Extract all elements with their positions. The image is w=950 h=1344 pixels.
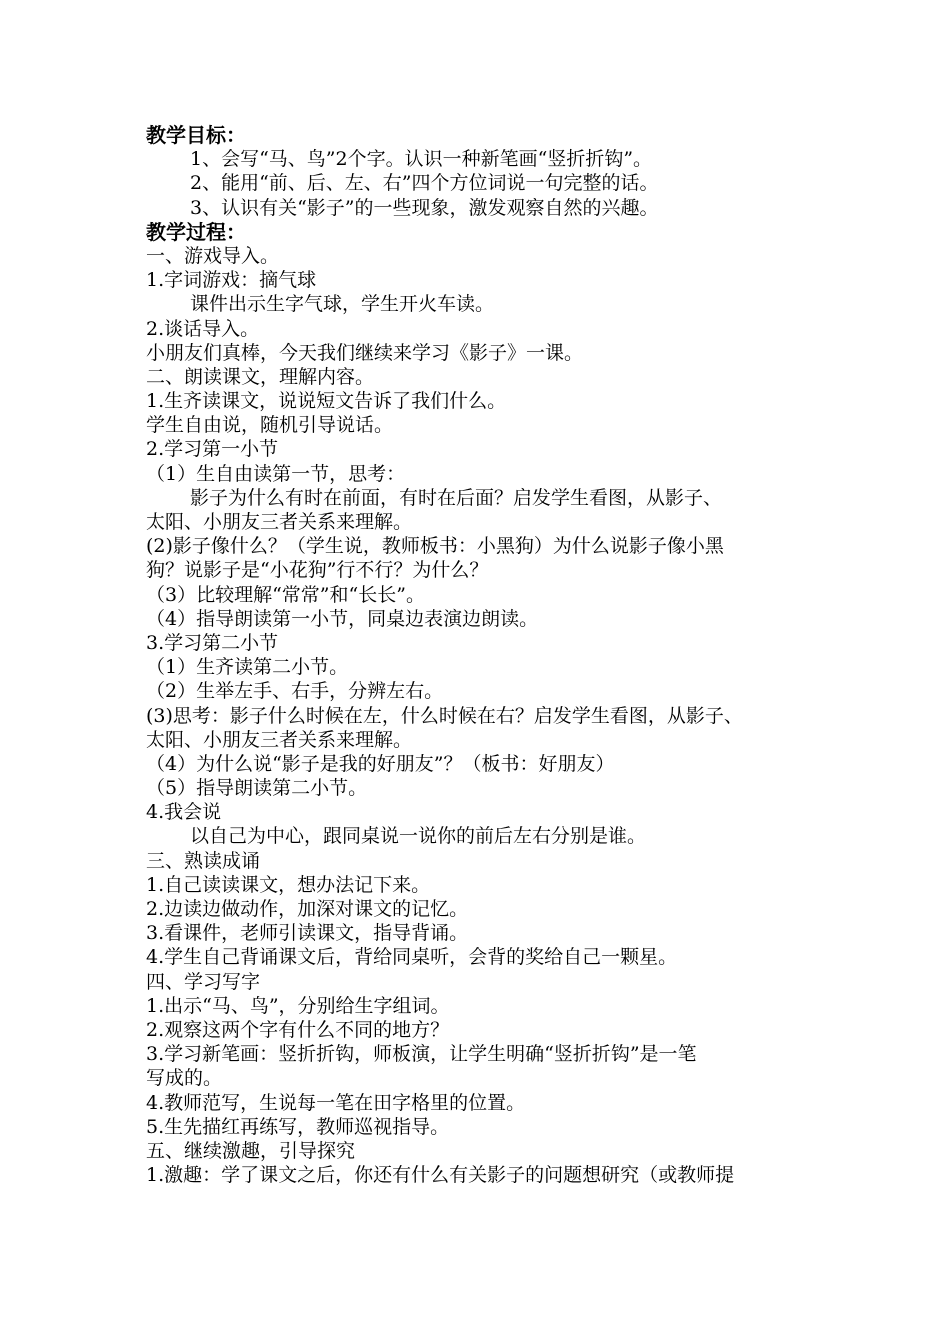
step-detail: 狗？说影子是“小花狗”行不行？为什么？ — [146, 559, 489, 582]
sub-step-line: （1）生自由读第一节，思考： — [146, 462, 406, 485]
objectives-heading: 教学目标： — [146, 123, 246, 147]
step-detail: 写成的。 — [146, 1067, 223, 1090]
step-line: 4.教师范写，生说每一笔在田字格里的位置。 — [146, 1091, 526, 1114]
sub-step-line: （1）生齐读第二小节。 — [146, 656, 349, 679]
step-line: 1.字词游戏：摘气球 — [146, 269, 317, 292]
sub-step-line: （2）生举左手、右手，分辨左右。 — [146, 680, 444, 703]
step-detail: 课件出示生字气球，学生开火车读。 — [190, 293, 495, 316]
step-line: 1.自己读读课文，想办法记下来。 — [146, 873, 431, 896]
section-heading: 五、继续激趣，引导探究 — [146, 1139, 356, 1162]
step-line: 3.看课件，老师引读课文，指导背诵。 — [146, 922, 469, 945]
step-line: 5.生先描红再练写，教师巡视指导。 — [146, 1115, 450, 1138]
objective-item: 1、会写“马、鸟”2个字。认识一种新笔画“竖折折钩”。 — [190, 148, 653, 171]
step-line: 3.学习新笔画：竖折折钩，师板演，让学生明确“竖折折钩”是一笔 — [146, 1043, 697, 1066]
step-detail: 太阳、小朋友三者关系来理解。 — [146, 728, 413, 751]
step-line: 4.我会说 — [146, 801, 222, 824]
section-heading: 四、学习写字 — [146, 970, 261, 993]
step-line: 2.学习第一小节 — [146, 438, 279, 461]
step-line: 1.出示“马、鸟”，分别给生字组词。 — [146, 994, 450, 1017]
section-heading: 三、熟读成诵 — [146, 849, 261, 872]
step-line: 1.激趣：学了课文之后，你还有什么有关影子的问题想研究（或教师提 — [146, 1164, 735, 1187]
step-detail: 以自己为中心，跟同桌说一说你的前后左右分别是谁。 — [190, 825, 647, 848]
section-heading: 二、朗读课文，理解内容。 — [146, 365, 375, 388]
process-heading: 教学过程： — [146, 219, 246, 244]
step-line: 2.谈话导入。 — [146, 317, 260, 340]
document-page — [146, 123, 826, 1187]
sub-step-line: （4）指导朗读第一小节，同桌边表演边朗读。 — [146, 607, 539, 630]
step-detail: 太阳、小朋友三者关系来理解。 — [146, 511, 413, 533]
step-line: 4.学生自己背诵课文后，背给同桌听，会背的奖给自己一颗星。 — [146, 946, 678, 969]
sub-step-line: （4）为什么说“影子是我的好朋友”？（板书：好朋友） — [146, 752, 615, 775]
step-detail: 学生自由说，随机引导说话。 — [146, 414, 394, 437]
sub-step-line: (2)影子像什么？（学生说，教师板书：小黑狗）为什么说影子像小黑 — [146, 535, 724, 558]
step-detail: 影子为什么有时在前面，有时在后面？启发学生看图，从影子、 — [190, 486, 723, 509]
step-line: 1.生齐读课文，说说短文告诉了我们什么。 — [146, 390, 507, 413]
step-line: 2.观察这两个字有什么不同的地方？ — [146, 1018, 450, 1041]
step-line: 3.学习第二小节 — [146, 631, 279, 654]
step-line: 2.边读边做动作，加深对课文的记忆。 — [146, 898, 469, 920]
sub-step-line: (3)思考：影子什么时候在左，什么时候在右？启发学生看图，从影子、 — [146, 704, 743, 727]
objective-item: 3、认识有关“影子”的一些现象，激发观察自然的兴趣。 — [190, 196, 659, 219]
objective-item: 2、能用“前、后、左、右”四个方位词说一句完整的话。 — [190, 172, 659, 195]
step-detail: 小朋友们真棒，今天我们继续来学习《影子》一课。 — [146, 341, 584, 364]
section-heading: 一、游戏导入。 — [146, 244, 280, 267]
sub-step-line: （5）指导朗读第二小节。 — [146, 777, 368, 800]
sub-step-line: （3）比较理解“常常”和“长长”。 — [146, 583, 425, 606]
